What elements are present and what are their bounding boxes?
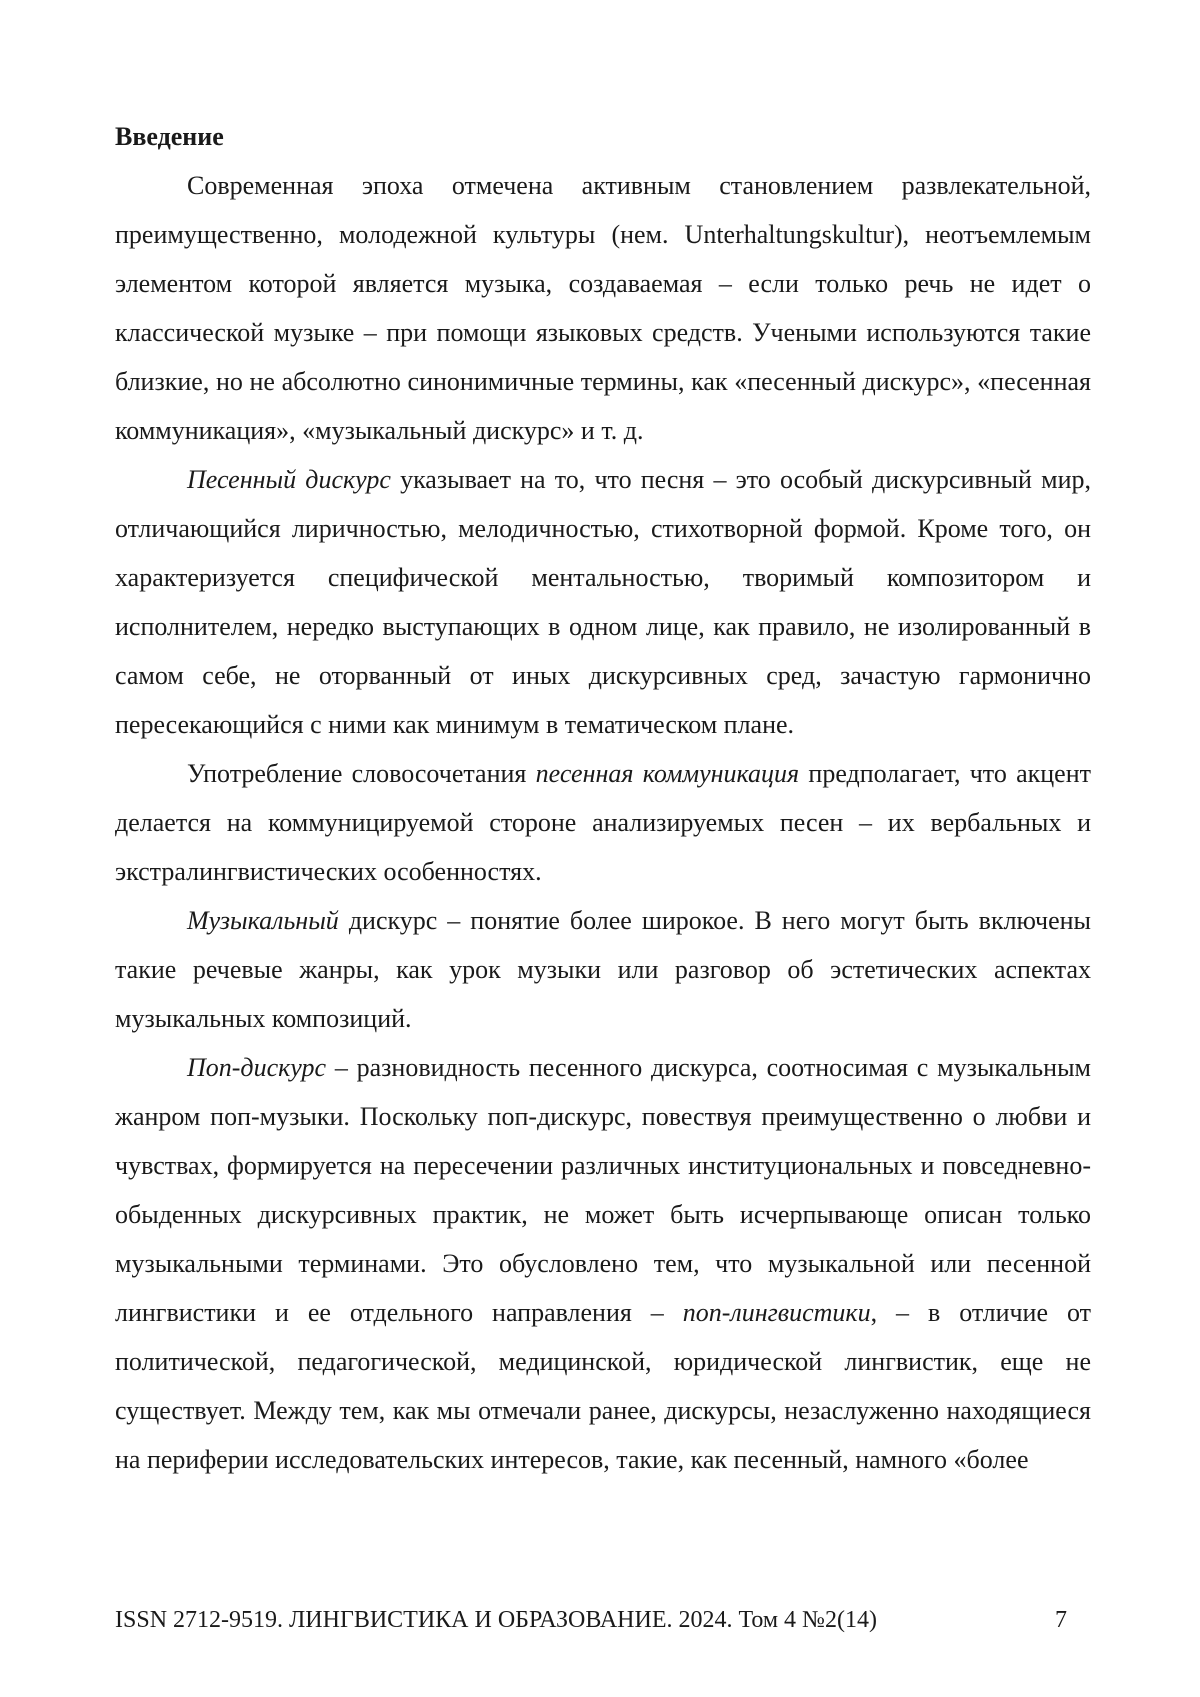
paragraph-5 xyxy=(115,1043,1091,1484)
paragraph-text: – разновидность песенного дискурса, соотносимая с музыкальным жанром поп-музыки. Поскольку поп-дискурс, повествуя преимущественно о любви и чувствах, формируется на пересечении различных институциональных и повседневно-обыденных дискурсивных практик, не может быть исчерпывающе описан только музыкальными терминами. Это обусловлено тем, что музыкальной или песенной лингвистики и ее отдельного направления – xyxy=(115,1053,1091,1327)
term-pop-discourse: Поп-дискурс xyxy=(187,1053,327,1082)
paragraph-1 xyxy=(115,161,1091,455)
paragraph-text: , – в отличие от политической, педагогической, медицинской, юридической лингвистик, еще не существует. Между тем, как мы отмечали ранее, дискурсы, незаслуженно находящиеся на периферии исследовательских интересов, такие, как песенный, намного «более xyxy=(115,1298,1091,1474)
section-heading: Введение xyxy=(115,122,224,151)
journal-citation: ISSN 2712-9519. ЛИНГВИСТИКА И ОБРАЗОВАНИЕ. 2024. Том 4 №2(14) xyxy=(115,1607,877,1633)
paragraph-3 xyxy=(115,749,1091,896)
term-musical: Музыкальный xyxy=(187,906,339,935)
page-number: 7 xyxy=(1055,1607,1067,1633)
term-pop-linguistics: поп-лингвистики xyxy=(682,1298,871,1327)
term-song-communication: песенная коммуникация xyxy=(535,759,800,788)
paragraph-text: Употребление словосочетания xyxy=(187,759,536,788)
paragraph-text: указывает на то, что песня – это особый дискурсивный мир, отличающийся лиричностью, мелодичностью, стихотворной формой. Кроме того, он характеризуется специфической ментальностью, творимый композитором и исполнителем, нередко выступающих в одном лице, как правило, не изолированный в самом себе, не оторванный от иных дискурсивных сред, зачастую гармонично пересекающийся с ними как минимум в тематическом плане. xyxy=(115,465,1091,739)
paragraph-text: Современная эпоха отмечена активным становлением развлекательной, преимущественно, молодежной культуры (нем. Unterhaltungskultur), неотъемлемым элементом которой является музыка, создаваемая – если только речь не идет о классической музыке – при помощи языковых средств. Учеными используются такие близкие, но не абсолютно синонимичные термины, как «песенный дискурс», «песенная коммуникация», «музыкальный дискурс» и т. д. xyxy=(115,171,1091,445)
paragraph-4 xyxy=(115,896,1091,1043)
term-song-discourse: Песенный дискурс xyxy=(187,465,391,494)
paragraph-2 xyxy=(115,455,1091,749)
paragraph-text: предполагает, что акцент делается на коммуницируемой стороне анализируемых песен – их вербальных и экстралингвистических особенностях. xyxy=(115,759,1091,886)
article-body xyxy=(115,112,1091,1484)
paragraph-text: дискурс – понятие более широкое. В него могут быть включены такие речевые жанры, как урок музыки или разговор об эстетических аспектах музыкальных композиций. xyxy=(115,906,1091,1033)
